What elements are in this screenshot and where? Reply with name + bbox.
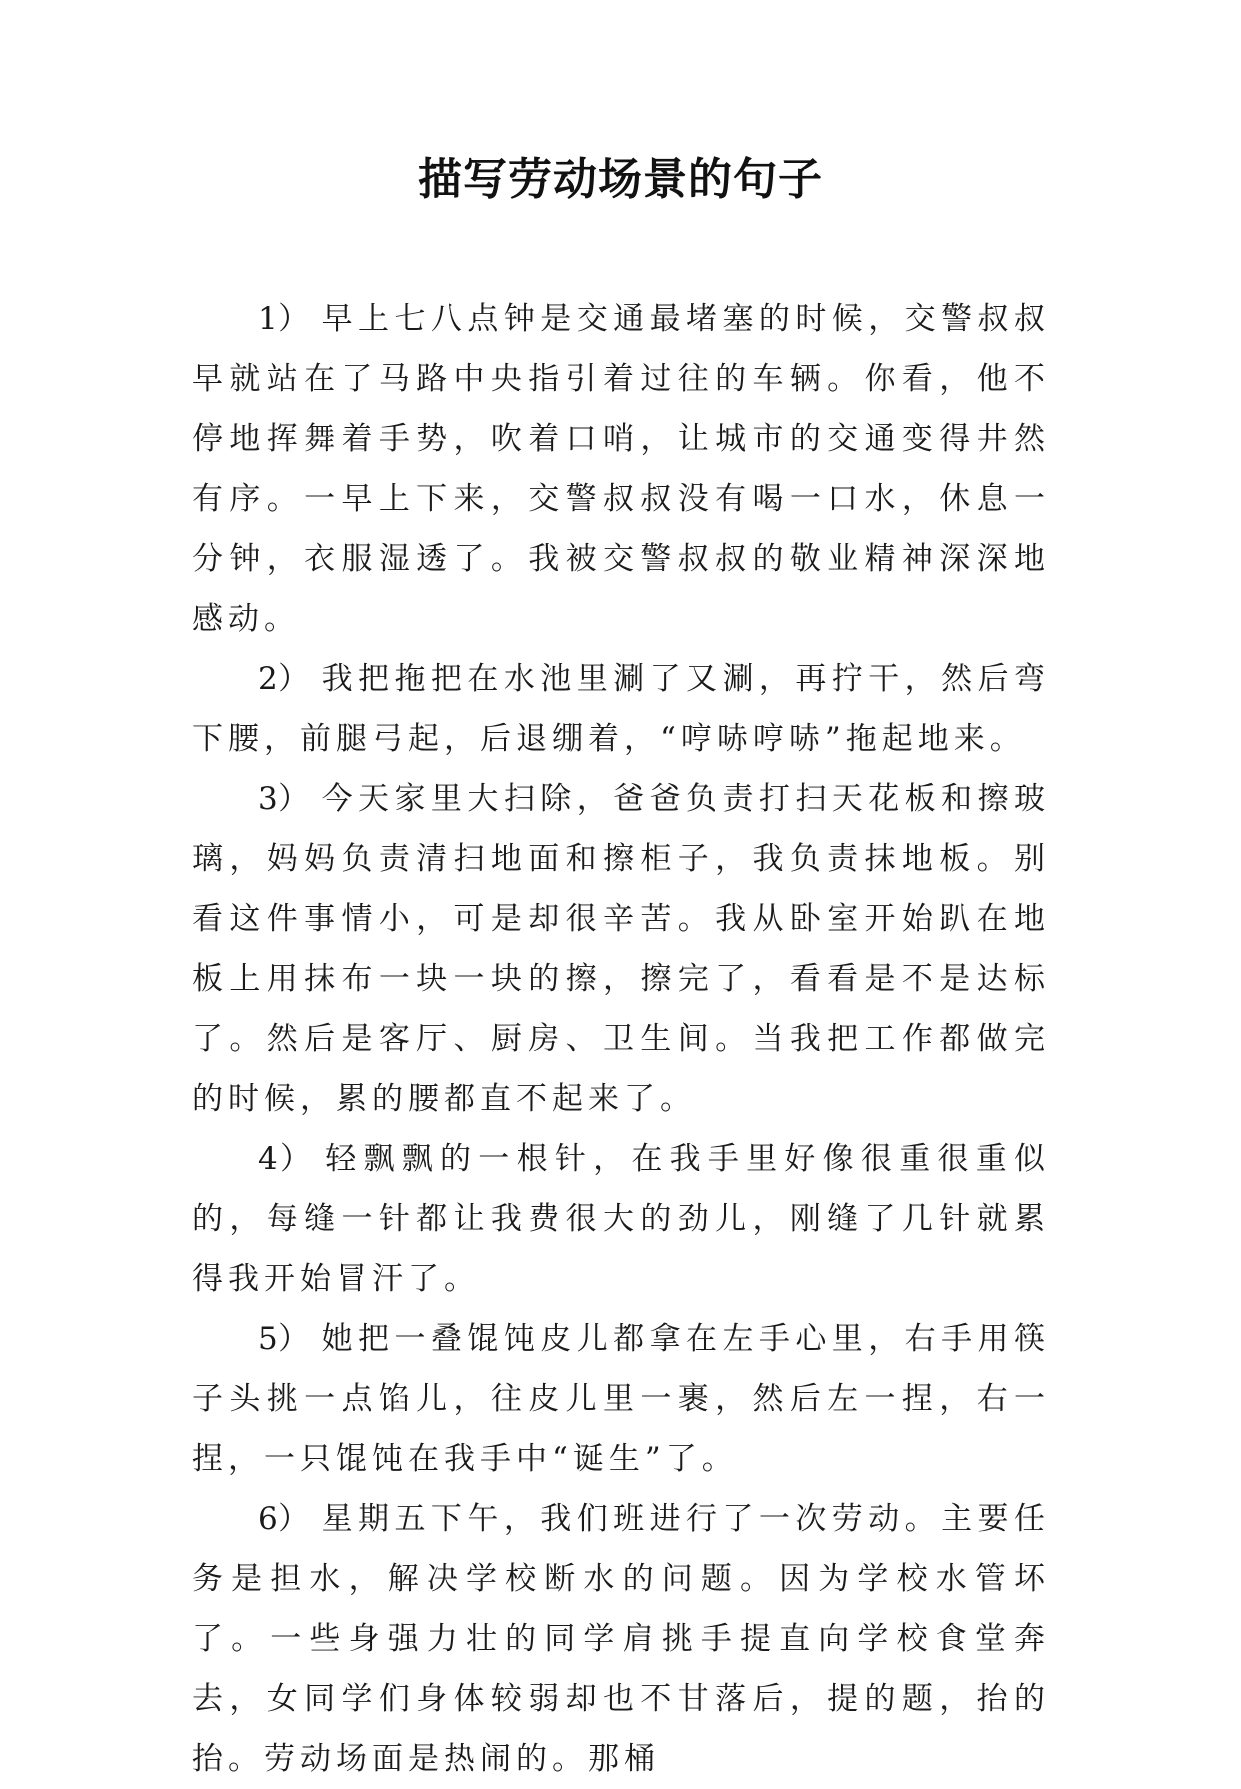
paragraph-number: 4） [258, 1141, 314, 1177]
paragraph-number: 3） [258, 781, 310, 817]
paragraph-number: 1） [258, 301, 310, 337]
document-title: 描写劳动场景的句子 [418, 154, 823, 205]
paragraph-4 [192, 1129, 1050, 1309]
paragraph-text: 星期五下午，我们班进行了一次劳动。主要任务是担水，解决学校断水的问题。因为学校水管坏了。一些身强力壮的同学肩挑手提直向学校食堂奔去，女同学们身体较弱却也不甘落后，提的题，抬的抬。劳动场面是热闹的。那桶 [192, 1501, 1050, 1777]
document-body [192, 289, 1050, 1789]
paragraph-text: 今天家里大扫除，爸爸负责打扫天花板和擦玻璃，妈妈负责清扫地面和擦柜子，我负责抹地板。别看这件事情小，可是却很辛苦。我从卧室开始趴在地板上用抹布一块一块的擦，擦完了，看看是不是达标了。然后是客厅、厨房、卫生间。当我把工作都做完的时候，累的腰都直不起来了。 [192, 781, 1050, 1117]
paragraph-6 [192, 1489, 1050, 1789]
paragraph-number: 6） [258, 1501, 310, 1537]
paragraph-text: 我把拖把在水池里涮了又涮，再拧干，然后弯下腰，前腿弓起，后退绷着，“哼哧哼哧”拖起地来。 [192, 661, 1050, 757]
paragraph-text: 她把一叠馄饨皮儿都拿在左手心里，右手用筷子头挑一点馅儿，往皮儿里一裹，然后左一捏，右一捏，一只馄饨在我手中“诞生”了。 [192, 1321, 1050, 1477]
paragraph-text: 早上七八点钟是交通最堵塞的时候，交警叔叔早就站在了马路中央指引着过往的车辆。你看，他不停地挥舞着手势，吹着口哨，让城市的交通变得井然有序。一早上下来，交警叔叔没有喝一口水，休息一分钟，衣服湿透了。我被交警叔叔的敬业精神深深地感动。 [192, 301, 1050, 637]
paragraph-3 [192, 769, 1050, 1129]
paragraph-2 [192, 649, 1050, 769]
paragraph-text: 轻飘飘的一根针，在我手里好像很重很重似的，每缝一针都让我费很大的劲儿，刚缝了几针就累得我开始冒汗了。 [192, 1141, 1050, 1297]
paragraph-5 [192, 1309, 1050, 1489]
paragraph-number: 5） [258, 1321, 310, 1357]
paragraph-1 [192, 289, 1050, 649]
paragraph-number: 2） [258, 661, 310, 697]
